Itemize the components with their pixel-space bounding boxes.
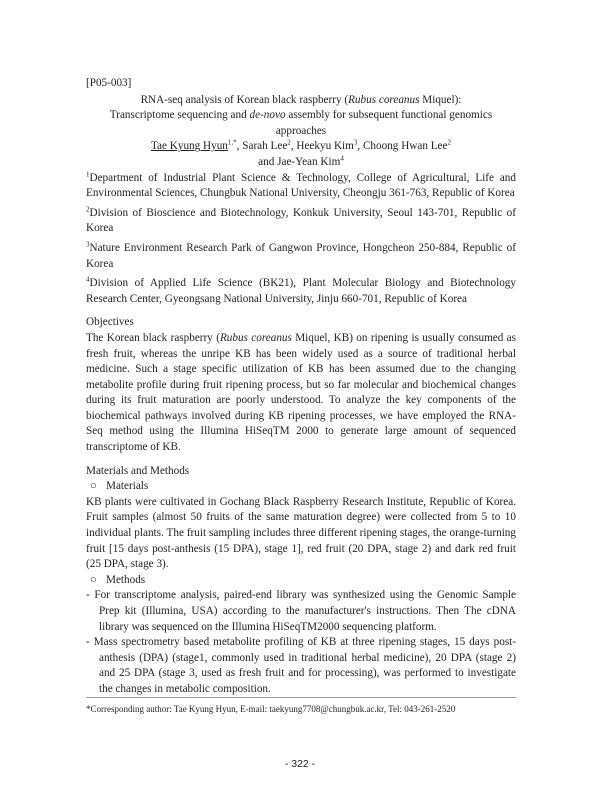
objectives-heading: Objectives [86,316,134,329]
title-text: RNA-seq analysis of Korean black raspberry ( [140,93,349,106]
methods-subheading [90,573,516,589]
affiliation-text: Division of Bioscience and Biotechnology, Konkuk University, Seoul 143-701, Republic of Korea [86,206,516,235]
affiliation-3 [86,241,516,272]
corresponding-author: Tae Kyung Hyun [151,140,228,153]
affiliation-sup: 3 [86,240,90,249]
footnote-divider [86,697,516,698]
materials-paragraph: KB plants were cultivated in Gochang Black Raspberry Research Institute, Republic of Korea. Fruit samples (almost 50 fruits of the same maturation degree) were collected from 5 to 10 individual plants. The fruit sampling includes three different ripening stages, the orange-turning fruit [15 days post-anthesis (15 DPA), stage 1], red fruit (20 DPA, stage 2) and dark red fruit (25 DPA, stage 3). [86,495,516,571]
objectives-text: The Korean black raspberry ( [86,331,220,344]
affiliation-sup: 1 [86,169,90,178]
dash-bullet: - [86,636,90,649]
circle-bullet-icon: ○ [90,573,97,586]
objectives-text: Miquel, KB) on ripening is usually consumed as fresh fruit, whereas the unripe KB has been widely used as a source of traditional herbal medicine. Such a stage specific utilization of KB has been assumed due to the changing metabolite profile during fruit ripening process, but so far molecular and biochemical changes during its fruit maturation are poorly understood. To analyze the key components of the biochemical pathways involved during KB ripening processes, we have employed the RNA-Seq method using the Illumina HiSeqTM 2000 to generate large amount of sequenced transcriptome of KB. [86,331,516,454]
abstract-code: [P05-003] [86,77,132,89]
materials-label: Materials [106,480,149,493]
corresponding-author-footnote: *Corresponding author: Tae Kyung Hyun, E-mail: taekyung7708@chungbuk.ac.kr, Tel: 043-261-2520 [86,704,456,714]
title-species: Rubus coreanus [348,93,420,106]
author-name: , Choong Hwan Lee [357,140,448,153]
title-italic: de-novo [249,109,286,122]
methods-label: Methods [106,573,146,586]
abstract-page [86,76,516,698]
abstract-title [86,93,516,140]
methods-item-text: Mass spectrometry based metabolite profiling of KB at three ripening stages, 15 days post-anthesis (DPA) (stage1, commonly used in traditional herbal medicine), 20 DPA (stage 2) and 25 DPA (stage 3, used as fresh fruit and for processing), was performed to investigate the changes in metabolic composition. [93,636,517,695]
author-name: , Sarah Lee [236,140,288,153]
circle-bullet-icon: ○ [90,480,97,493]
author-sup: 3 [353,138,358,147]
dash-bullet: - [86,589,90,602]
title-text: assembly for subsequent functional genomics approaches [275,109,493,137]
author-name: and Jae-Yean Kim [258,155,341,168]
author-sup: 1,* [227,138,237,147]
affiliation-1 [86,171,516,202]
methods-heading: Materials and Methods [86,464,190,477]
affiliation-sup: 2 [86,205,90,214]
affiliation-2 [86,206,516,237]
author-sup: 2 [287,138,291,147]
affiliation-text: Nature Environment Research Park of Gangwon Province, Hongcheon 250-884, Republic of Korea [86,241,516,270]
author-sup: 4 [340,154,344,163]
title-text: Miquel): [419,93,462,106]
page-number: - 322 - [284,758,316,770]
objectives-species: Rubus coreanus [219,331,292,344]
author-name: , Heekyu Kim [290,140,354,153]
affiliation-sup: 4 [86,275,90,284]
objectives-paragraph [86,331,516,456]
author-list [86,139,516,170]
title-text: Transcriptome sequencing and [109,109,250,122]
affiliation-text: Division of Applied Life Science (BK21), Plant Molecular Biology and Biotechnology Research Center, Gyeongsang National University, Jinju 660-701, Republic of Korea [86,277,516,305]
affiliation-text: Department of Industrial Plant Science & Technology, College of Agricultural, Life and Environmental Sciences, Chungbuk National University, Cheongju 361-763, Republic of Korea [86,171,516,200]
methods-item-1 [86,588,516,635]
methods-item-text: For transcriptome analysis, paired-end library was synthesized using the Genomic Sample Prep kit (Illumina, USA) according to the manufacturer's instructions. Then The cDNA library was sequenced on the Illumina HiSeqTM2000 sequencing platform. [94,589,516,633]
materials-subheading [90,479,516,495]
methods-item-2 [86,635,516,697]
affiliation-4 [86,276,516,307]
author-sup: 2 [447,138,451,147]
